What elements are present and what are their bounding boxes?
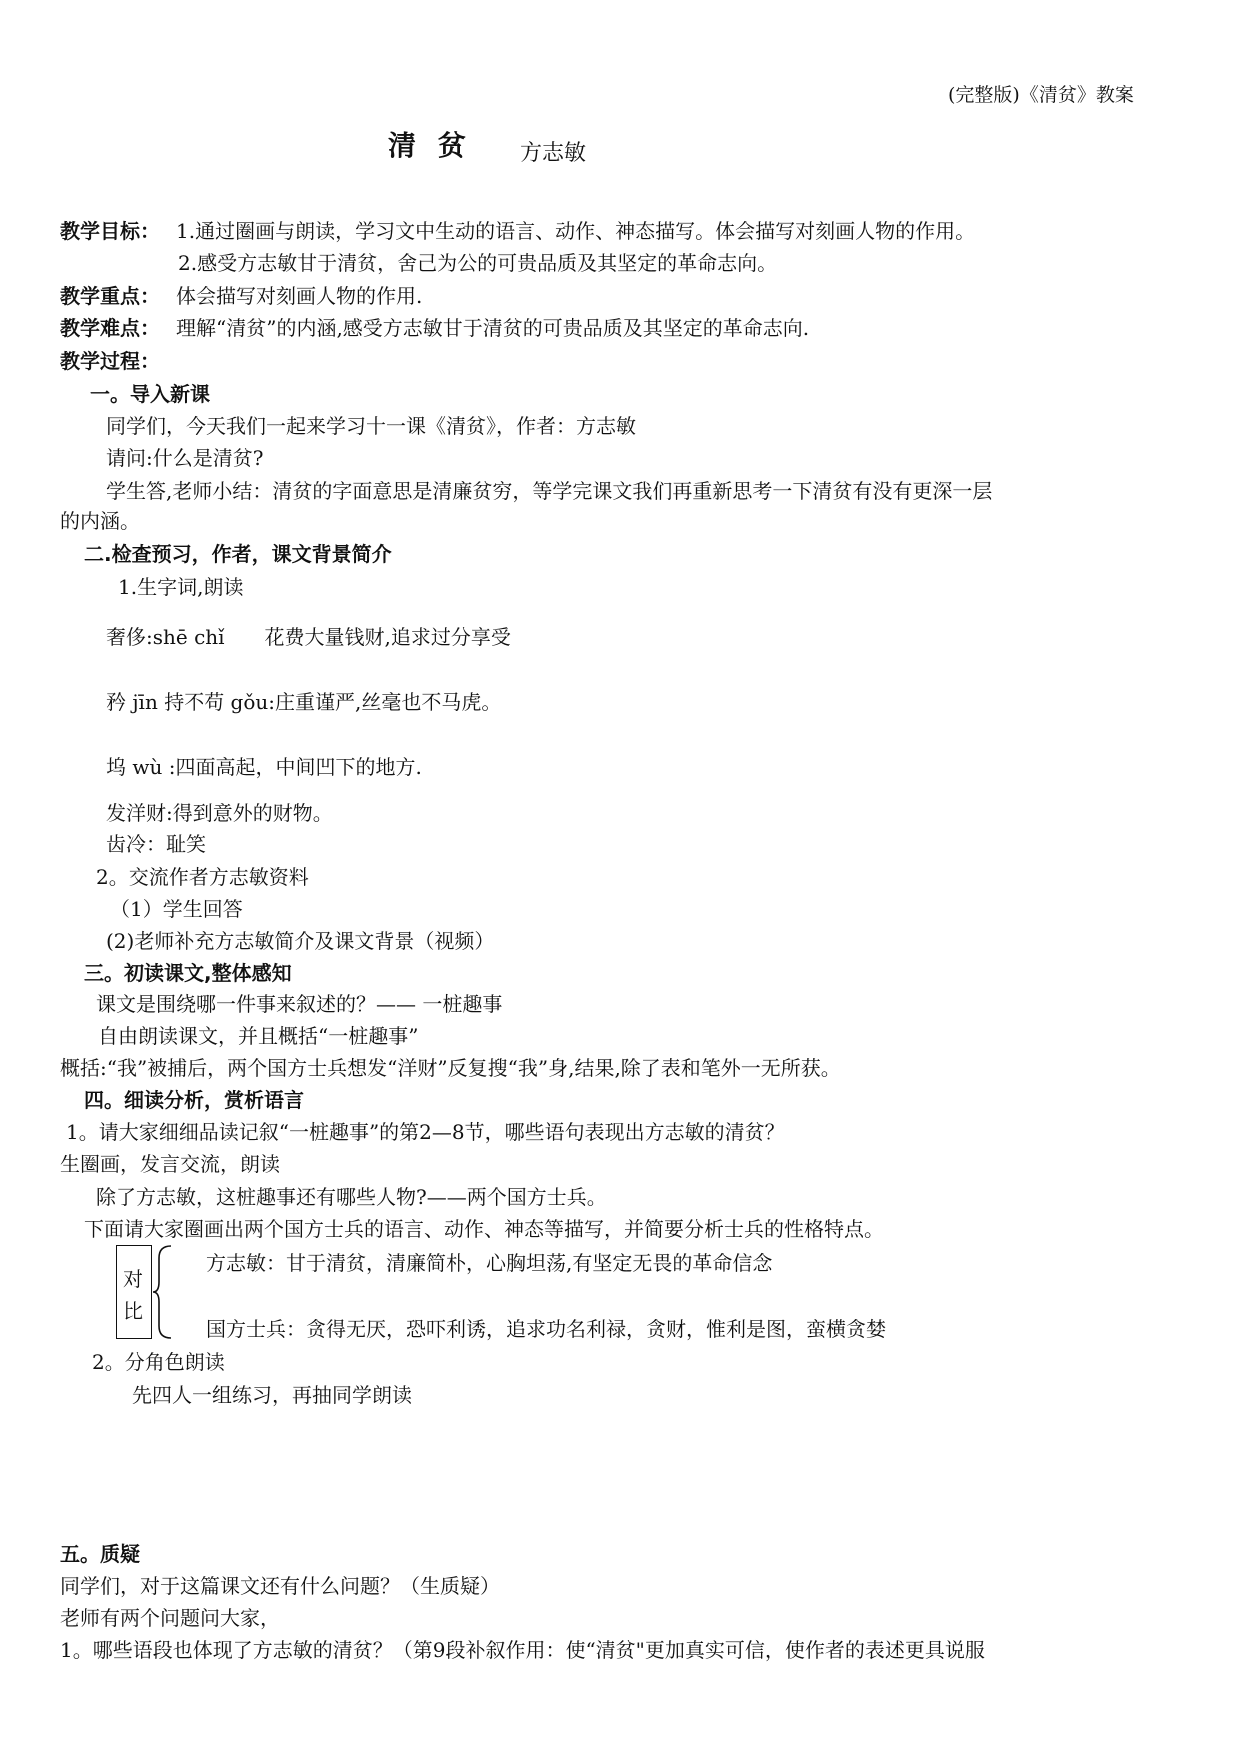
vocab-item: 坞 wù :四面高起，中间凹下的地方. (106, 755, 422, 779)
section-3-heading: 三。初读课文,整体感知 (84, 961, 292, 985)
section-4-heading: 四。细读分析，赏析语言 (84, 1088, 304, 1112)
key-point-text: 体会描写对刻画人物的作用. (176, 284, 423, 308)
section-2-subheading: 1.生字词,朗读 (118, 575, 244, 599)
key-point-label: 教学重点： (60, 284, 160, 308)
section-4-question: 生圈画，发言交流，朗读 (60, 1152, 280, 1176)
comparison-brace (151, 1244, 175, 1340)
section-4-subheading: 2。分角色朗读 (92, 1350, 225, 1374)
document-header: (完整版)《清贫》教案 (948, 84, 1134, 106)
section-5-heading: 五。质疑 (60, 1542, 140, 1566)
vocab-item: 奢侈:shē chǐ 花费大量钱财,追求过分享受 (106, 625, 511, 649)
section-3-paragraph: 概括:“我”被捕后，两个国方士兵想发“洋财”反复搜“我”身,结果,除了表和笔外一无所获。 (60, 1056, 841, 1080)
vocab-item: 矜 jīn 持不苟 gǒu:庄重谨严,丝毫也不马虎。 (106, 690, 502, 714)
comparison-item: 国方士兵：贪得无厌，恐吓利诱，追求功名利禄，贪财，惟利是图，蛮横贪婪 (206, 1317, 886, 1341)
section-2-subitem: (2)老师补充方志敏简介及课文背景（视频） (106, 929, 495, 953)
section-1-paragraph: 同学们，今天我们一起来学习十一课《清贫》，作者：方志敏 (106, 414, 636, 438)
comparison-item: 方志敏：甘于清贫，清廉简朴，心胸坦荡,有坚定无畏的革命信念 (206, 1251, 773, 1275)
section-1-paragraph: 的内涵。 (60, 509, 140, 533)
section-3-paragraph: 课文是围绕哪一件事来叙述的？—— 一桩趣事 (96, 992, 503, 1016)
section-4-question: 1。请大家细细品读记叙“一桩趣事”的第2—8节，哪些语句表现出方志敏的清贫？ (66, 1120, 785, 1144)
page-title: 清 贫 (388, 129, 472, 162)
vocab-item: 齿冷：耻笑 (106, 832, 206, 856)
process-label: 教学过程： (60, 349, 160, 373)
author-name: 方志敏 (520, 141, 587, 166)
section-4-subitem: 先四人一组练习，再抽同学朗读 (132, 1383, 412, 1407)
comparison-box (116, 1245, 152, 1339)
section-2-subheading: 2。交流作者方志敏资料 (96, 865, 309, 889)
comparison-label: 对 (123, 1267, 143, 1291)
section-4-question: 除了方志敏，这桩趣事还有哪些人物?——两个国方士兵。 (96, 1185, 607, 1209)
section-5-paragraph: 老师有两个问题问大家， (60, 1606, 280, 1630)
section-2-subitem: （1）学生回答 (110, 897, 243, 921)
section-4-question: 下面请大家圈画出两个国方士兵的语言、动作、神态等描写，并简要分析士兵的性格特点。 (84, 1217, 884, 1241)
section-2-heading: 二.检查预习，作者，课文背景简介 (84, 542, 392, 566)
difficulty-text: 理解“清贫”的内涵,感受方志敏甘于清贫的可贵品质及其坚定的革命志向. (176, 316, 810, 340)
section-1-paragraph: 请问:什么是清贫? (106, 446, 264, 470)
section-3-paragraph: 自由朗读课文，并且概括“一桩趣事” (98, 1024, 419, 1048)
comparison-label: 比 (123, 1299, 143, 1323)
section-1-heading: 一。导入新课 (90, 382, 210, 406)
objective-item-2: 2.感受方志敏甘于清贫，舍己为公的可贵品质及其坚定的革命志向。 (178, 251, 778, 275)
difficulty-label: 教学难点： (60, 316, 160, 340)
section-1-paragraph: 学生答,老师小结：清贫的字面意思是清廉贫穷，等学完课文我们再重新思考一下清贫有没有更深一层 (106, 479, 993, 503)
vocab-item: 发洋财:得到意外的财物。 (106, 801, 333, 825)
section-5-paragraph: 1。哪些语段也体现了方志敏的清贫？（第9段补叙作用：使“清贫"更加真实可信，使作者的表述更具说服 (60, 1638, 985, 1662)
objectives-label: 教学目标： (60, 219, 160, 243)
objective-item-1: 1.通过圈画与朗读，学习文中生动的语言、动作、神态描写。体会描写对刻画人物的作用。 (176, 219, 976, 243)
section-5-paragraph: 同学们，对于这篇课文还有什么问题？（生质疑） (60, 1574, 500, 1598)
